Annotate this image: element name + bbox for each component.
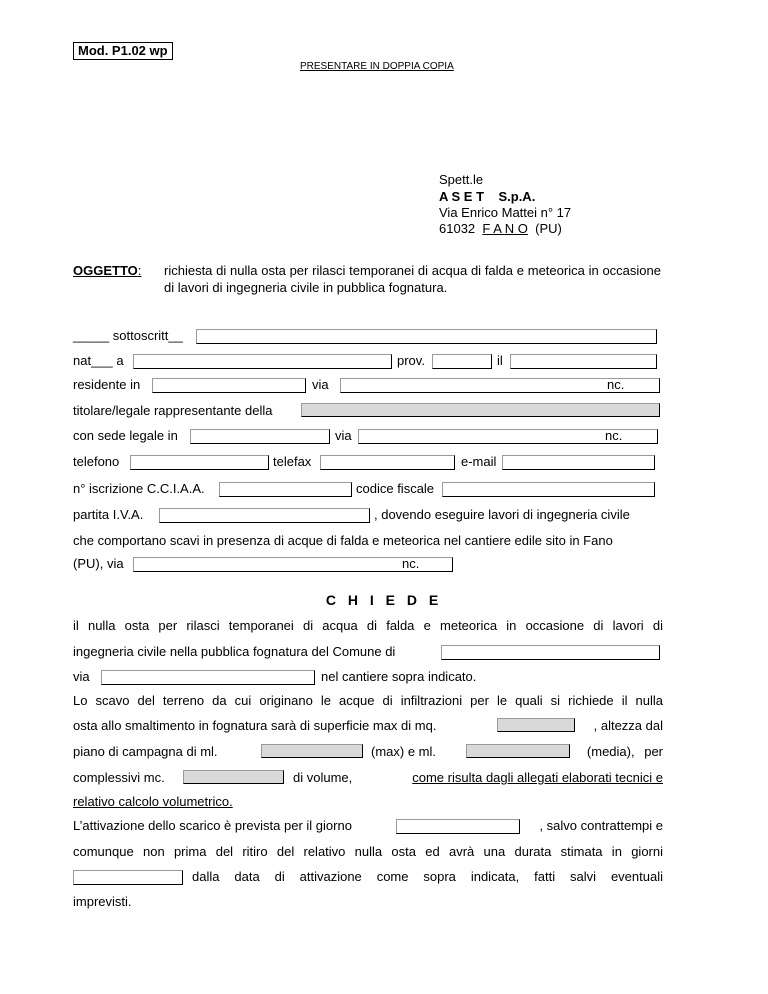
request-line-2: ingegneria civile nella pubblica fognatura del Comune di [73, 644, 396, 659]
birthplace-field[interactable] [133, 354, 392, 369]
label-codice-fiscale: codice fiscale [356, 481, 435, 496]
label-nc-site: nc. [402, 556, 420, 571]
recipient-city: F A N O [482, 221, 528, 236]
birthdate-field[interactable] [510, 354, 657, 369]
recipient-salutation: Spett.le [439, 172, 484, 187]
recipient-company: A S E T S.p.A. [439, 189, 536, 204]
request-street-field[interactable] [101, 670, 315, 685]
request-line-6c: (media), per [586, 744, 663, 759]
tax-code-field[interactable] [442, 482, 655, 497]
fax-field[interactable] [320, 455, 455, 470]
request-line-8: relativo calcolo volumetrico. [73, 794, 233, 809]
label-email: e-mail [461, 454, 497, 469]
recipient-city-line [439, 220, 562, 237]
label-pu-via: (PU), via [73, 556, 124, 571]
label-telefax: telefax [273, 454, 312, 469]
label-nc-residence: nc. [607, 377, 625, 392]
copy-note: PRESENTARE IN DOPPIA COPIA [300, 61, 454, 72]
request-line-9b: , salvo contrattempi e [539, 818, 663, 833]
residence-city-field[interactable] [152, 378, 306, 393]
request-line-9a: L’attivazione dello scarico è prevista per il giorno [73, 818, 352, 833]
cciaa-field[interactable] [219, 482, 352, 497]
request-line-12: imprevisti. [73, 894, 132, 909]
duration-days-field[interactable] [73, 870, 183, 885]
label-il: il [497, 353, 503, 368]
company-name-field[interactable] [301, 403, 660, 417]
dovendo-text: , dovendo eseguire lavori di ingegneria civile [374, 507, 630, 522]
subject-label: OGGETTO: [73, 263, 142, 278]
label-nato: nat___ a [73, 353, 124, 368]
phone-field[interactable] [130, 455, 269, 470]
vat-field[interactable] [159, 508, 370, 523]
request-line-6b: (max) e ml. [371, 744, 436, 759]
request-line-7a: complessivi mc. [73, 770, 165, 785]
label-sede: con sede legale in [73, 428, 178, 443]
request-line-11: dalla data di attivazione come sopra indicata, fatti salvi eventuali [192, 869, 663, 884]
recipient-street: Via Enrico Mattei n° 17 [439, 205, 572, 220]
recipient-postal: 61032 [439, 221, 476, 236]
office-city-field[interactable] [190, 429, 330, 444]
label-cciaa: n° iscrizione C.C.I.A.A. [73, 481, 205, 496]
request-line-3b: nel cantiere sopra indicato. [321, 669, 477, 684]
height-max-field[interactable] [261, 744, 363, 758]
request-line-3a: via [73, 669, 90, 684]
request-line-5a: osta allo smaltimento in fognatura sarà di superficie max di mq. [73, 718, 437, 733]
comune-field[interactable] [441, 645, 660, 660]
label-prov: prov. [397, 353, 425, 368]
recipient-province: (PU) [535, 221, 562, 236]
label-telefono: telefono [73, 454, 120, 469]
request-line-1: il nulla osta per rilasci temporanei di acqua di falda e meteorica in occasione di lavori di [73, 618, 663, 633]
request-line-4: Lo scavo del terreno da cui originano le acque di infiltrazioni per le quali si richiede il nulla [73, 693, 663, 708]
subject-text: richiesta di nulla osta per rilasci temporanei di acqua di falda e meteorica in occasione di lavori di ingegneria civile in pubblica fognatura. [164, 263, 661, 295]
request-line-6a: piano di campagna di ml. [73, 744, 218, 759]
label-nc-office: nc. [605, 428, 623, 443]
label-titolare: titolare/legale rappresentante della [73, 403, 273, 418]
request-line-7b: di volume, [293, 770, 353, 785]
height-avg-field[interactable] [466, 744, 570, 758]
label-partita-iva: partita I.V.A. [73, 507, 144, 522]
birth-province-field[interactable] [432, 354, 492, 369]
chiede-title: C H I E D E [325, 592, 443, 608]
surface-field[interactable] [497, 718, 575, 732]
label-sottoscritto: _____ sottoscritt__ [73, 328, 183, 343]
form-code: Mod. P1.02 wp [73, 42, 173, 60]
comportano-text: che comportano scavi in presenza di acque di falda e meteorica nel cantiere edile sito in Fano [73, 533, 613, 548]
label-via-office: via [335, 428, 352, 443]
volume-field[interactable] [183, 770, 284, 784]
request-line-10: comunque non prima del ritiro del relativo nulla osta ed avrà una durata stimata in giorni [73, 844, 663, 859]
name-field[interactable] [196, 329, 657, 344]
request-line-7c: come risulta dagli allegati elaborati tecnici e [412, 770, 663, 785]
activation-date-field[interactable] [396, 819, 520, 834]
label-via-residence: via [312, 377, 329, 392]
email-field[interactable] [502, 455, 655, 470]
label-residente: residente in [73, 377, 141, 392]
request-line-5b: , altezza dal [593, 718, 663, 733]
